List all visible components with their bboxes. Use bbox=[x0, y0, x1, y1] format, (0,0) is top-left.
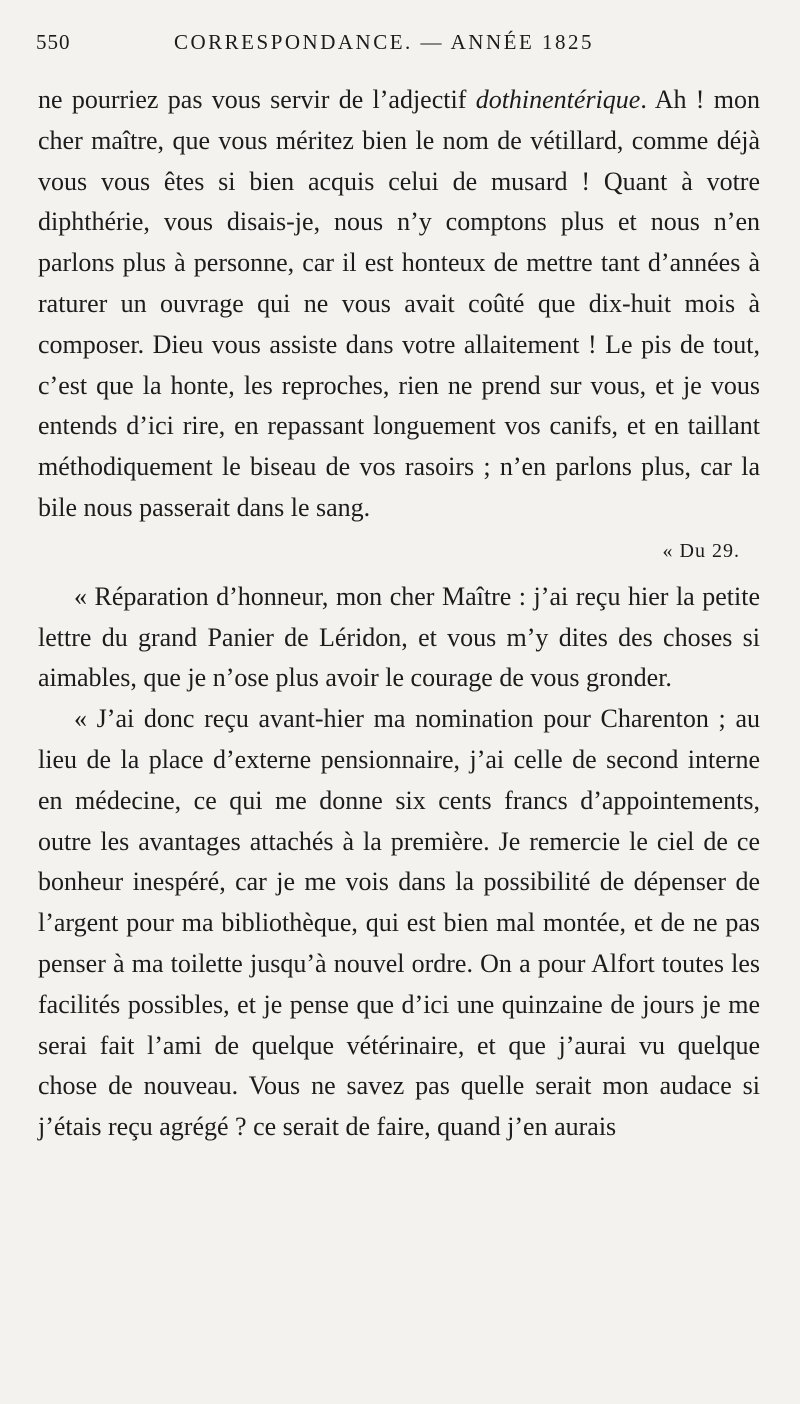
paragraph-3: « J’ai donc reçu avant-hier ma nomination pour Charenton ; au lieu de la place d’externe pensionnaire, j’ai celle de second interne en médecine, ce qui me donne six cents francs d’appointements, outre les avantages attachés à la première. Je remercie le ciel de ce bonheur inespéré, car je me vois dans la possibilité de dépenser de l’argent pour ma bibliothèque, qui est bien mal montée, et de ne pas penser à ma toilette jusqu’à nouvel ordre. On a pour Alfort toutes les facilités possibles, et je pense que d’ici une quinzaine de jours je me serai fait l’ami de quelque vétérinaire, et que j’aurai vu quelque chose de nouveau. Vous ne savez pas quelle serait mon audace si j’étais reçu agrégé ? ce serait de faire, quand j’en aurais bbox=[38, 704, 760, 1142]
paragraph-1-start: ne pourriez pas vous servir de l’adjectif bbox=[38, 85, 476, 114]
paragraph-1-rest: . Ah ! mon cher maître, que vous méritez bien le nom de vétillard, comme déjà vous vous êtes si bien acquis celui de musard ! Quant à votre diphthérie, vous disais-je, nous n’y comptons plus et nous n’en parlons plus à personne, car il est honteux de mettre tant d’années à raturer un ouvrage qui ne vous avait coûté que dix-huit mois à composer. Dieu vous assiste dans votre allaitement ! Le pis de tout, c’est que la honte, les reproches, rien ne prend sur vous, et je vous entends d’ici rire, en repassant longuement vos canifs, et en taillant méthodiquement le biseau de vos rasoirs ; n’en parlons plus, car la bile nous passerait dans le sang. bbox=[38, 85, 760, 522]
running-head bbox=[36, 30, 756, 66]
page-number: 550 bbox=[36, 30, 71, 54]
body-text bbox=[38, 80, 760, 1148]
running-title: CORRESPONDANCE. — ANNÉE 1825 bbox=[174, 30, 595, 54]
letter-date: « Du 29. bbox=[662, 539, 740, 562]
italic-term: dothinentérique bbox=[475, 85, 641, 114]
paragraph-2: « Réparation d’honneur, mon cher Maître : j’ai reçu hier la petite lettre du grand Panier de Léridon, et vous m’y dites des choses si aimables, que je n’ose plus avoir le courage de vous gronder. bbox=[38, 581, 760, 693]
paragraph-continued bbox=[38, 80, 760, 529]
